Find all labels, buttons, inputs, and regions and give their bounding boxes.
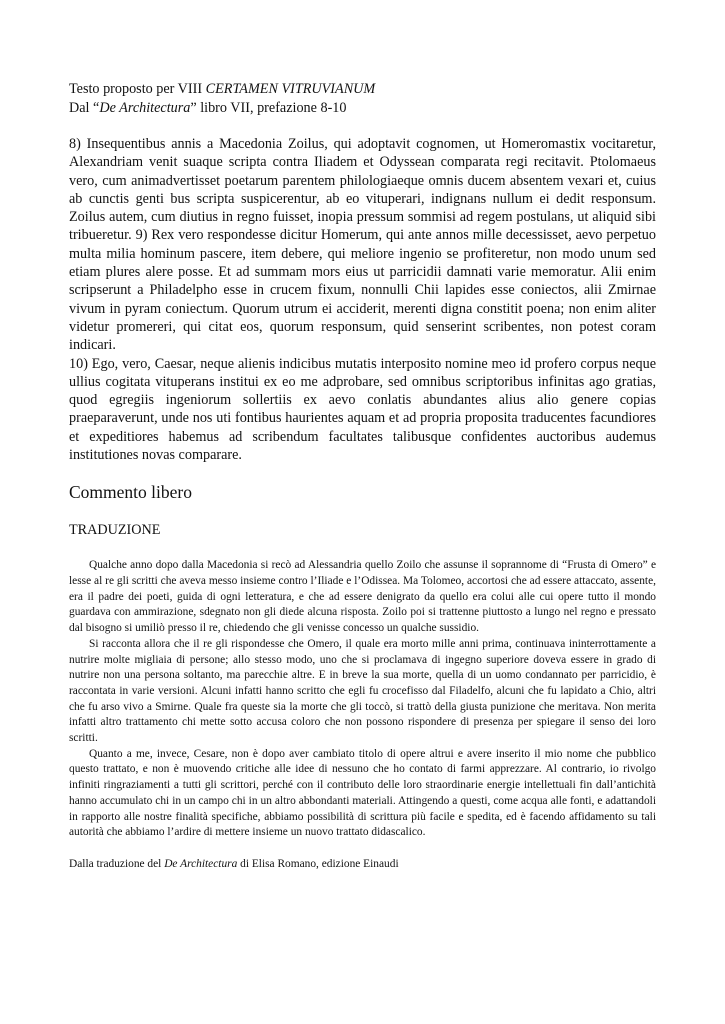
translation-credit: [69, 857, 656, 872]
credit-prefix: Dalla traduzione del: [69, 858, 165, 870]
latin-text: [69, 135, 656, 464]
credit-suffix: di Elisa Romano, edizione Einaudi: [237, 858, 399, 870]
header-line-2-suffix: ” libro VII, prefazione 8-10: [190, 100, 347, 116]
header-line-1-prefix: Testo proposto per VIII: [69, 81, 206, 97]
header-line-2-work: De Architectura: [99, 100, 191, 116]
header-line-2: [69, 99, 656, 118]
translation-paragraph: Si racconta allora che il re gli rispondesse che Omero, il quale era morto mille anni prima, continuava ininterrottamente a nutrire molte migliaia di persone; allo stesso modo, uno che si proclamava di ingegno superiore doveva essere in grado di nutrire non una persona soltanto, ma parecchie altre. E in breve la sua morte, quella di un uomo condannato per parricidio, è raccontata in varie versioni. Alcuni infatti hanno scritto che egli fu crocefisso dal Filadelfo, alcuni che fu lapidato a Chio, altri che fu arso vivo a Smirne. Quale fra queste sia la morte che gli toccò, si trattò della giusta punizione che meritava. Non merita infatti altro trattamento chi mette sotto accusa coloro che non possono rispondere di presenza per spiegare il senso dei loro scritti.: [69, 637, 656, 745]
latin-paragraph-10: 10) Ego, vero, Caesar, neque alienis indicibus mutatis interposito nomine meo id profero corpus neque ullius cogitata vituperans institui ex eo me adprobare, sed omnibus scriptoribus infinitas ago gratias, quod egregiis ingeniorum sollertiis ex aevo conlatis abundantes alius alio genere copias praeparaverunt, unde nos uti fontibus haurientes aquam et ad propria proposita traducentes facundiores et expeditiores habemus ad scribendum facultates talibusque confidentes auctoribus audemus institutiones novas comparare.: [69, 355, 656, 464]
credit-work: De Architectura: [164, 858, 238, 870]
header-line-1: [69, 80, 656, 99]
translation-text: [69, 558, 656, 841]
translation-paragraph: Quanto a me, invece, Cesare, non è dopo aver cambiato titolo di opere altrui e avere inserito il mio nome che pubblico questo trattato, e non è muovendo critiche alle idee di nessuno che ho contato di farmi apprezzare. Al contrario, io rivolgo infiniti ringraziamenti a tutti gli scrittori, perché con il contributo delle loro straordinarie energie intellettuali fin dall’antichità hanno accumulato chi in un campo chi in un altro abbondanti materiali. Attingendo a questi, come acqua alle fonti, e adattandoli in rapporto alle nostre finalità specifiche, abbiamo possibilità di scrittura più facile e spedita, ed è facendo affidamento su tali autorità che abbiamo l’ardire di mettere insieme un nuovo trattato didascalico.: [69, 747, 656, 839]
latin-paragraph-8-9: 8) Insequentibus annis a Macedonia Zoilus, qui adoptavit cognomen, ut Homeromastix vocitaretur, Alexandriam venit suaque scripta contra Iliadem et Odyssean comparata regi recitavit. Ptolomaeus vero, cum animadvertisset poetarum parentem philologiaeque omnis ducem absentem vexari et, cuius ab cunctis genti bus scripta suspicerentur, ab eo vituperari, indignans nullum ei dedit responsum. Zoilus autem, cum diutius in regno fuisset, inopia pressum sommisi ad regem postulans, ut aliquid sibi tribueretur. 9) Rex vero respondesse dicitur Homerum, qui ante annos mille decessisset, aevo perpetuo multa milia hominum pascere, item debere, qui meliore ingenio se profiteretur, non modo unum sed etiam plures alere posse. Et ad summam mors eius ut parricidii damnati varie memoratur. Alii enim scripserunt a Philadelpho esse in crucem fixum, nonnulli Chii lapides esse coniectos, alii Zmirnae vivum in pyram coniectum. Quorum utrum ei acciderit, merenti digna constitit poena; non enim aliter videtur promereri, qui citat eos, quorum responsum, quid senserint scribentes, non potest coram indicari.: [69, 136, 656, 354]
header-line-1-title: CERTAMEN VITRUVIANUM: [205, 81, 376, 97]
translation-paragraph: Qualche anno dopo dalla Macedonia si recò ad Alessandria quello Zoilo che assunse il soprannome di “Frusta di Omero” e lesse al re gli scritti che aveva messo insieme contro l’Iliade e l’Odissea. Ma Tolomeo, accortosi che ad essere attaccato, assente, era il padre dei poeti, guida di ogni letteratura, e che ad essere denigrato da quello era colui alle cui opere tutto il mondo guardava con ammirazione, sdegnato non gli diede alcuna risposta. Zoilo poi si trattenne piuttosto a lungo nel regno e pressato dal bisogno si umiliò presso il re, chiedendo che gli venisse concesso un qualche sussidio.: [69, 559, 656, 635]
header-line-2-prefix: Dal “: [69, 100, 100, 116]
comment-heading: Commento libero: [69, 482, 192, 503]
translation-heading: TRADUZIONE: [69, 522, 161, 539]
